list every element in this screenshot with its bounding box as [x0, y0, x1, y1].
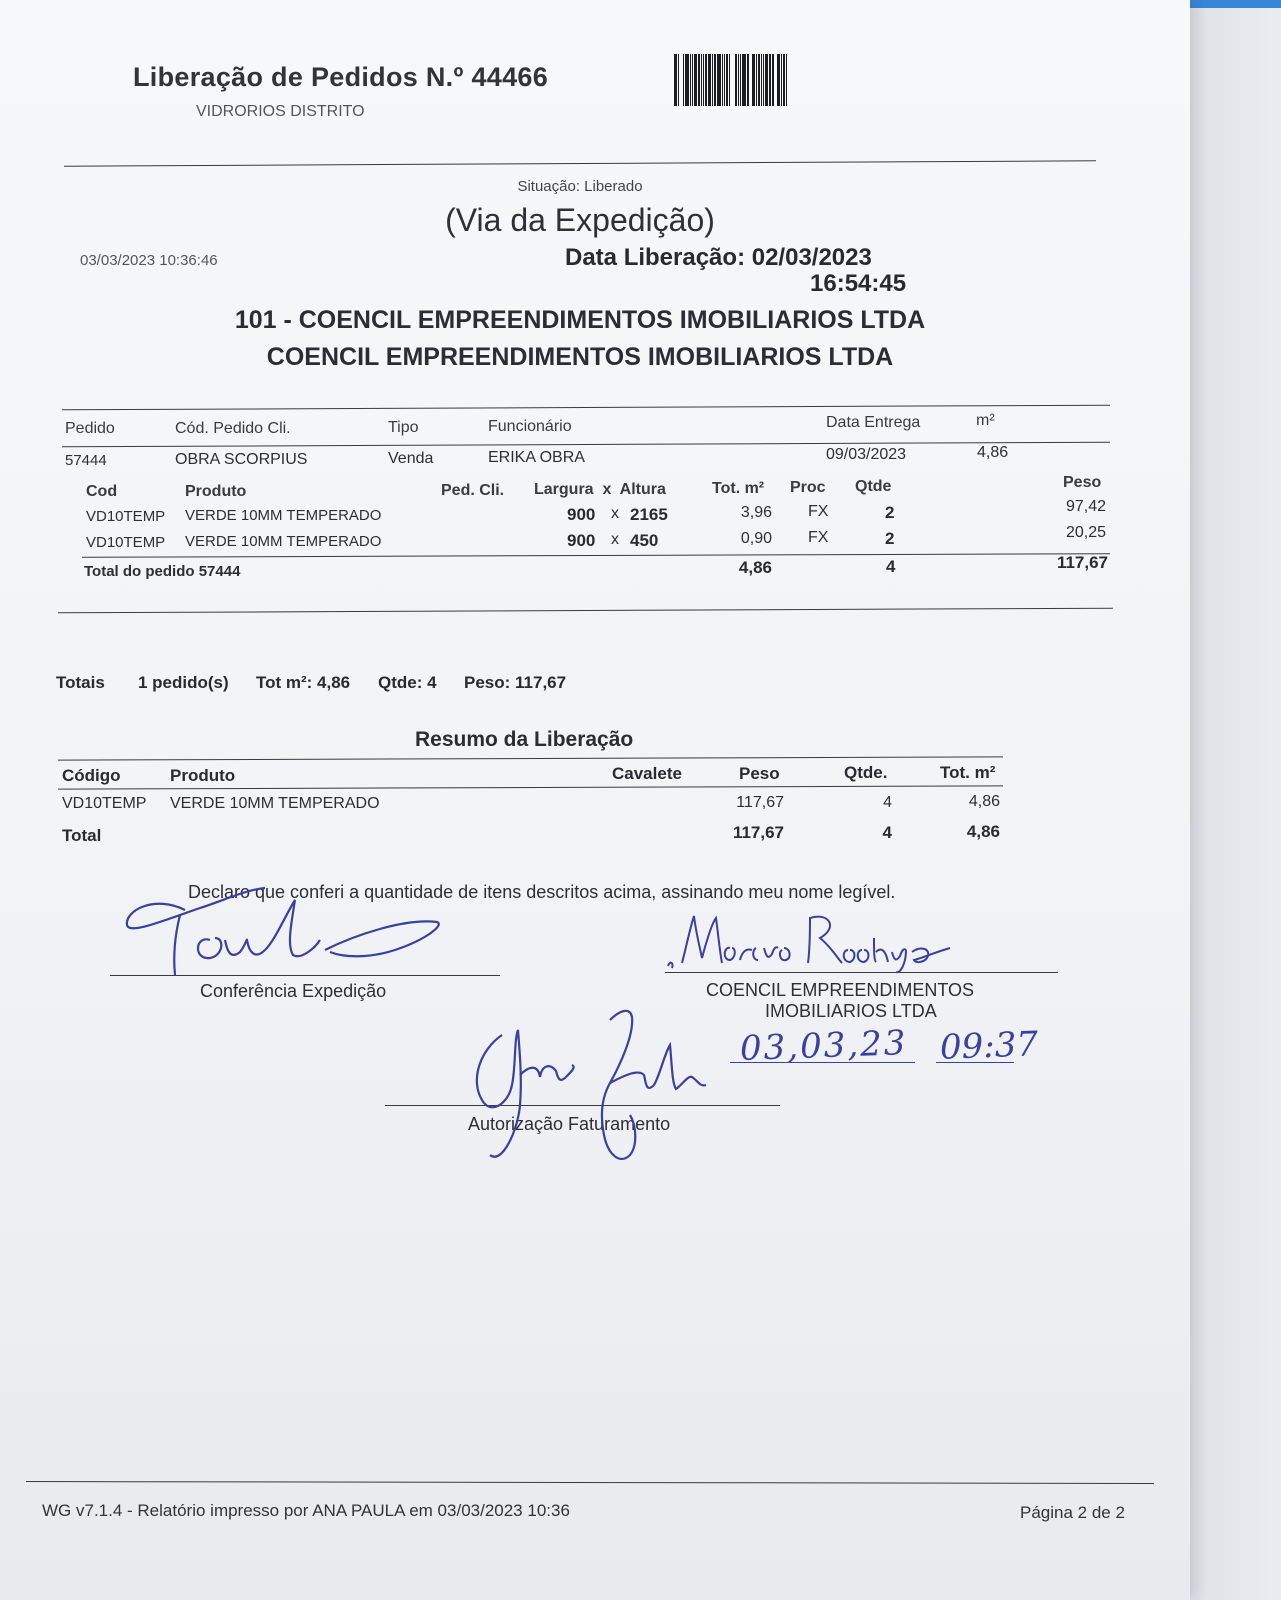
resumo-total-qtde: 4: [882, 823, 892, 842]
order-total-m2: 4,86: [738, 558, 772, 577]
barcode-bar: [772, 54, 774, 106]
signature-ana-paula: [460, 1005, 720, 1170]
handwritten-date: 03,03,23: [739, 1023, 909, 1069]
resumo-col-tot-m2: Tot. m²: [940, 763, 996, 782]
resumo-col-cavalete: Cavalete: [612, 764, 682, 783]
item-largura: 900: [567, 505, 596, 524]
footer-divider: [26, 1481, 1154, 1484]
barcode-bar: [712, 54, 713, 106]
barcode-bar: [783, 54, 785, 106]
barcode-bar: [726, 54, 728, 106]
company-name: VIDRORIOS DISTRITO: [196, 103, 365, 120]
item-col-largura-altura: Largura x Altura: [534, 481, 666, 498]
item-peso: 20,25: [1065, 524, 1106, 541]
barcode-bar: [674, 54, 677, 106]
totais-qtde: Qtde: 4: [378, 673, 437, 692]
status-label: Situação: Liberado: [517, 178, 643, 195]
item-tot-m2: 0,90: [740, 530, 772, 547]
totais-pedidos: 1 pedido(s): [138, 673, 229, 692]
barcode-bar: [722, 54, 723, 106]
handwritten-time-underline: [936, 1062, 1014, 1063]
resumo-total-label: Total: [62, 826, 102, 845]
order-cod-pedido-cli: OBRA SCORPIUS: [175, 451, 308, 468]
resumo-col-qtde: Qtde.: [844, 763, 888, 782]
order-pedido: 57444: [65, 452, 107, 469]
item-col-proc: Proc: [790, 479, 826, 496]
item-qtde: 2: [885, 529, 895, 548]
col-tipo: Tipo: [388, 419, 419, 436]
order-total-divider: [82, 553, 1110, 558]
item-produto: VERDE 10MM TEMPERADO: [185, 533, 382, 550]
customer-name: COENCIL EMPREENDIMENTOS IMOBILIARIOS LTDA: [266, 343, 894, 371]
signature-label-faturamento: Autorização Faturamento: [468, 1114, 671, 1134]
signature-label-cliente-2: IMOBILIARIOS LTDA: [765, 1001, 937, 1021]
item-largura: 900: [567, 531, 596, 550]
background-edge: [1190, 0, 1281, 1600]
col-pedido: Pedido: [65, 420, 115, 437]
barcode-bar: [742, 54, 746, 106]
barcode-bar: [761, 54, 762, 106]
barcode-bar: [701, 54, 702, 106]
item-tot-m2: 3,96: [740, 504, 772, 521]
order-tipo: Venda: [388, 450, 434, 467]
release-time: 16:54:45: [810, 270, 907, 297]
item-cod: VD10TEMP: [86, 534, 166, 551]
barcode-bar: [685, 54, 689, 106]
item-col-peso: Peso: [1063, 474, 1102, 491]
item-proc: FX: [808, 529, 829, 546]
barcode-bar: [777, 54, 780, 106]
item-col-qtde: Qtde: [855, 478, 892, 495]
barcode-bar: [752, 54, 755, 106]
totais-tot-m2: Tot m²: 4,86: [256, 673, 351, 692]
barcode-icon: [674, 54, 856, 106]
barcode-bar: [698, 54, 700, 106]
barcode-bar: [690, 54, 691, 106]
barcode-bar: [765, 54, 768, 106]
header-divider: [64, 160, 1096, 166]
barcode-bar: [740, 54, 741, 106]
item-cod: VD10TEMP: [86, 508, 166, 525]
barcode-bar: [747, 54, 749, 106]
order-total-qtde: 4: [886, 557, 896, 576]
barcode-bar: [683, 54, 684, 106]
col-funcionario: Funcionário: [488, 418, 572, 435]
item-x: x: [611, 531, 619, 548]
barcode-bar: [708, 54, 711, 106]
resumo-col-peso: Peso: [739, 764, 780, 783]
resumo-qtde: 4: [883, 794, 892, 811]
item-altura: 2165: [630, 505, 668, 524]
page-number: Página 2 de 2: [1020, 1503, 1125, 1522]
col-m2: m²: [976, 412, 995, 429]
order-funcionario: ERIKA OBRA: [488, 449, 585, 466]
handwritten-time: 09:37: [939, 1024, 1039, 1068]
resumo-peso: 117,67: [736, 794, 784, 811]
resumo-produto: VERDE 10MM TEMPERADO: [170, 795, 380, 812]
barcode-bar: [769, 54, 771, 106]
document-title: Liberação de Pedidos N.º 44466: [133, 62, 549, 92]
footer-print-info: WG v7.1.4 - Relatório impresso por ANA PAULA em 03/03/2023 10:36: [42, 1501, 570, 1520]
signature-marcio: [660, 908, 960, 978]
resumo-codigo: VD10TEMP: [62, 795, 147, 812]
totais-peso: Peso: 117,67: [464, 673, 567, 692]
item-col-ped-cli: Ped. Cli.: [441, 482, 505, 499]
handwritten-date-underline: [730, 1062, 915, 1063]
order-total-label: Total do pedido 57444: [84, 563, 241, 580]
item-peso: 97,42: [1065, 498, 1106, 515]
customer-code-name: 101 - COENCIL EMPREENDIMENTOS IMOBILIARIOS LTDA: [234, 306, 926, 334]
signature-paulo: [115, 880, 455, 985]
barcode-bar: [694, 54, 697, 106]
order-header-divider: [62, 442, 1110, 448]
barcode-bar: [714, 54, 716, 106]
item-qtde: 2: [885, 503, 895, 522]
item-produto: VERDE 10MM TEMPERADO: [185, 507, 382, 524]
barcode-bar: [703, 54, 704, 106]
barcode-bar: [717, 54, 721, 106]
barcode-bar: [692, 54, 693, 106]
item-col-tot-m2: Tot. m²: [712, 480, 765, 497]
item-x: x: [611, 505, 619, 522]
signature-label-conferencia: Conferência Expedição: [200, 981, 387, 1001]
background-blue-strip: [1186, 0, 1281, 8]
order-m2: 4,86: [977, 444, 1009, 461]
resumo-col-produto: Produto: [170, 766, 236, 785]
barcode-bar: [735, 54, 737, 106]
release-date: Data Liberação: 02/03/2023: [565, 244, 872, 271]
barcode-bar: [758, 54, 760, 106]
barcode-bar: [678, 54, 679, 106]
order-total-peso: 117,67: [1056, 553, 1108, 572]
signature-label-cliente-1: COENCIL EMPREENDIMENTOS: [706, 980, 975, 1000]
item-altura: 450: [630, 531, 659, 550]
item-proc: FX: [808, 503, 829, 520]
resumo-col-codigo: Código: [62, 766, 121, 785]
barcode-bar: [786, 54, 787, 106]
barcode-bar: [705, 54, 707, 106]
barcode-bar: [729, 54, 730, 106]
print-datetime: 03/03/2023 10:36:46: [80, 252, 218, 269]
order-table-top-border: [62, 405, 1110, 411]
item-col-cod: Cod: [86, 483, 118, 500]
resumo-total-tot-m2: 4,86: [966, 822, 1000, 841]
declaration-text: Declaro que conferi a quantidade de itens descritos acima, assinando meu nome legível.: [188, 882, 896, 902]
resumo-top-border: [58, 756, 1003, 760]
totais-label: Totais: [56, 673, 105, 692]
col-cod-pedido-cli: Cód. Pedido Cli.: [175, 420, 291, 437]
item-col-produto: Produto: [185, 483, 247, 500]
resumo-total-peso: 117,67: [732, 823, 784, 842]
barcode-bar: [724, 54, 725, 106]
barcode-bar: [738, 54, 739, 106]
order-data-entrega: 09/03/2023: [826, 446, 907, 463]
col-data-entrega: Data Entrega: [826, 414, 921, 431]
resumo-title: Resumo da Liberação: [415, 728, 634, 751]
copy-type-title: (Via da Expedição): [445, 202, 715, 238]
barcode-bar: [756, 54, 757, 106]
barcode-bar: [763, 54, 764, 106]
resumo-tot-m2: 4,86: [968, 793, 1000, 810]
order-table-bottom-border: [58, 608, 1113, 614]
barcode-bar: [781, 54, 782, 106]
